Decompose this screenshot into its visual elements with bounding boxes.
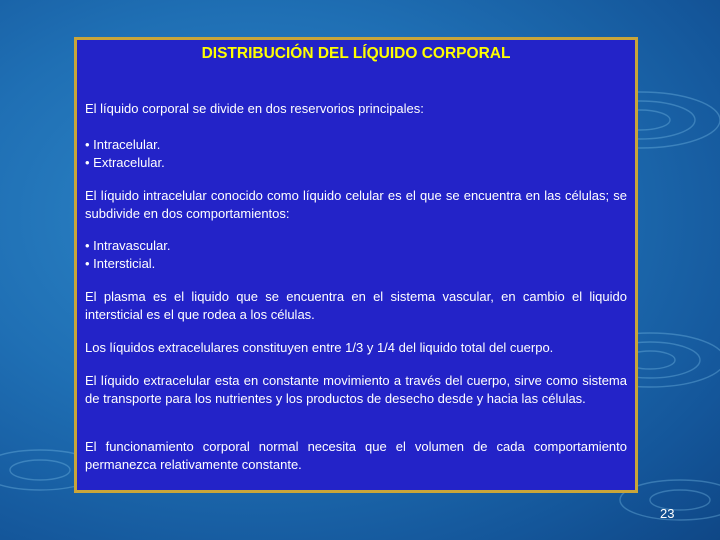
extracellular-fraction-paragraph: Los líquidos extracelulares constituyen entre 1/3 y 1/4 del liquido total del cuerpo. [85,340,554,355]
slide-number: 23 [660,506,675,521]
list-item-extracellular: • Extracelular. [85,155,165,170]
list-item-intravascular: • Intravascular. [85,238,171,253]
slide-title: DISTRIBUCIÓN DEL LÍQUIDO CORPORAL [201,45,511,62]
movement-paragraph: El líquido extracelular esta en constante movimiento a través del cuerpo, sirve como sistema de transporte para los nutrientes y los productos de desecho desde y hacia las células. [85,373,627,406]
content-panel [74,37,638,493]
plasma-paragraph: El plasma es el liquido que se encuentra en el sistema vascular, en cambio el liquido intersticial es el que rodea a los células. [85,289,627,322]
list-item-interstitial: • Intersticial. [85,256,156,271]
intro-paragraph: El líquido corporal se divide en dos reservorios principales: [85,101,424,116]
intracellular-paragraph: El líquido intracelular conocido como líquido celular es el que se encuentra en las células; se subdivide en dos comportamientos: [85,188,627,221]
function-paragraph: El funcionamiento corporal normal necesita que el volumen de cada comportamiento permanezca relativamente constante. [85,439,627,472]
list-item-intracellular: • Intracelular. [85,137,161,152]
